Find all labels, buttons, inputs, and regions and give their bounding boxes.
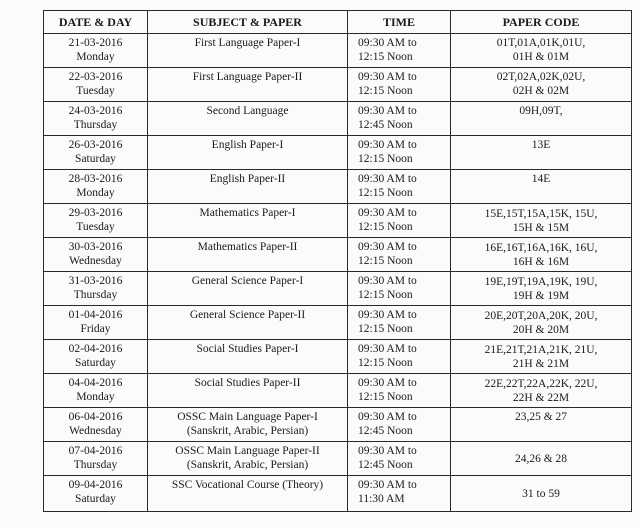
paper-code: 16E,16T,16A,16K, 16U,: [484, 241, 598, 254]
time-end: 12:15 Noon: [358, 255, 413, 267]
table-row: [44, 442, 632, 476]
subject-detail: (Sanskrit, Arabic, Persian): [186, 425, 309, 437]
time-start: 09:30 AM to: [358, 343, 417, 355]
table-row: [44, 170, 632, 204]
subject-cell: [148, 306, 348, 340]
day: Thursday: [73, 459, 118, 471]
time-start: 09:30 AM to: [358, 71, 417, 83]
day: Wednesday: [69, 425, 122, 437]
subject: General Science Paper-I: [191, 275, 304, 287]
date: 21-03-2016: [68, 37, 123, 49]
time-cell: [348, 306, 451, 340]
header-time: TIME: [348, 11, 451, 34]
timetable-body: [44, 34, 632, 512]
time-cell: [348, 408, 451, 442]
paper-code-cell: [451, 442, 632, 476]
time-cell: [348, 204, 451, 238]
paper-code-cell: [451, 102, 632, 136]
table-row: [44, 476, 632, 512]
time-cell: [348, 442, 451, 476]
time-cell: [348, 34, 451, 68]
date: 24-03-2016: [68, 105, 123, 117]
time-end: 12:15 Noon: [358, 391, 413, 403]
day: Monday: [76, 187, 115, 199]
paper-code-cell: [451, 272, 632, 306]
date-cell: [44, 476, 148, 512]
subject: OSSC Main Language Paper-I: [177, 411, 318, 423]
time-start: 09:30 AM to: [358, 309, 417, 321]
table-row: [44, 272, 632, 306]
paper-code: 22E,22T,22A,22K, 22U,: [484, 377, 598, 390]
subject: General Science Paper-II: [189, 309, 306, 321]
time-start: 09:30 AM to: [358, 377, 417, 389]
paper-code-cont: 19H & 19M: [512, 289, 570, 302]
time-start: 09:30 AM to: [358, 479, 417, 491]
table-row: [44, 34, 632, 68]
date-cell: [44, 102, 148, 136]
paper-code: 14E: [531, 173, 551, 185]
subject: Second Language: [206, 105, 289, 117]
subject-cell: [148, 442, 348, 476]
subject-cell: [148, 102, 348, 136]
table-row: [44, 68, 632, 102]
time-cell: [348, 340, 451, 374]
date: 04-04-2016: [68, 377, 123, 389]
paper-code-cell: [451, 408, 632, 442]
paper-code: 13E: [531, 139, 551, 151]
paper-code: 02T,02A,02K,02U,: [496, 71, 586, 83]
day: Friday: [80, 323, 111, 335]
subject-cell: [148, 170, 348, 204]
time-start: 09:30 AM to: [358, 173, 417, 185]
subject: First Language Paper-II: [192, 71, 303, 83]
paper-code-cont: 21H & 21M: [512, 357, 570, 370]
date-cell: [44, 442, 148, 476]
time-cell: [348, 238, 451, 272]
subject: Mathematics Paper-I: [199, 207, 296, 219]
paper-code-cont: 01H & 01M: [512, 51, 570, 63]
date-cell: [44, 340, 148, 374]
header-subject: SUBJECT & PAPER: [148, 11, 348, 34]
subject: English Paper-I: [211, 139, 284, 151]
time-start: 09:30 AM to: [358, 37, 417, 49]
day: Tuesday: [76, 221, 115, 233]
table-row: [44, 340, 632, 374]
subject: Mathematics Paper-II: [197, 241, 298, 253]
time-end: 12:15 Noon: [358, 153, 413, 165]
subject-cell: [148, 238, 348, 272]
paper-code: 24,26 & 28: [514, 452, 568, 465]
subject: English Paper-II: [209, 173, 286, 185]
day: Saturday: [75, 153, 116, 165]
day: Saturday: [75, 493, 116, 505]
date-cell: [44, 170, 148, 204]
day: Thursday: [73, 119, 118, 131]
subject: Social Studies Paper-I: [196, 343, 299, 355]
subject-detail: (Sanskrit, Arabic, Persian): [186, 459, 309, 471]
header-paper-code: PAPER CODE: [451, 11, 632, 34]
time-end: 12:45 Noon: [358, 459, 413, 471]
subject-cell: [148, 34, 348, 68]
table-row: [44, 204, 632, 238]
time-end: 12:15 Noon: [358, 51, 413, 63]
subject-cell: [148, 408, 348, 442]
paper-code: 15E,15T,15A,15K, 15U,: [484, 207, 598, 220]
date-cell: [44, 204, 148, 238]
subject-cell: [148, 68, 348, 102]
time-end: 11:30 AM: [358, 493, 405, 505]
subject-cell: [148, 476, 348, 512]
subject-cell: [148, 374, 348, 408]
date: 22-03-2016: [68, 71, 123, 83]
date-cell: [44, 306, 148, 340]
table-row: [44, 306, 632, 340]
time-cell: [348, 68, 451, 102]
subject: Social Studies Paper-II: [194, 377, 301, 389]
time-end: 12:45 Noon: [358, 119, 413, 131]
day: Wednesday: [69, 255, 122, 267]
day: Thursday: [73, 289, 118, 301]
paper-code: 19E,19T,19A,19K, 19U,: [484, 275, 598, 288]
time-end: 12:45 Noon: [358, 425, 413, 437]
table-row: [44, 374, 632, 408]
subject: OSSC Main Language Paper-II: [175, 445, 320, 457]
time-start: 09:30 AM to: [358, 139, 417, 151]
paper-code: 23,25 & 27: [514, 411, 568, 423]
paper-code-cell: [451, 68, 632, 102]
time-end: 12:15 Noon: [358, 187, 413, 199]
time-cell: [348, 476, 451, 512]
paper-code-cell: [451, 136, 632, 170]
time-start: 09:30 AM to: [358, 411, 417, 423]
date-cell: [44, 408, 148, 442]
paper-code: 31 to 59: [522, 487, 560, 500]
time-end: 12:15 Noon: [358, 85, 413, 97]
date: 01-04-2016: [68, 309, 123, 321]
paper-code: 01T,01A,01K,01U,: [496, 37, 586, 49]
subject-cell: [148, 340, 348, 374]
date-cell: [44, 136, 148, 170]
table-row: [44, 408, 632, 442]
paper-code-cell: [451, 476, 632, 512]
paper-code: 09H,09T,: [519, 105, 563, 117]
time-end: 12:15 Noon: [358, 357, 413, 369]
time-start: 09:30 AM to: [358, 275, 417, 287]
time-end: 12:15 Noon: [358, 221, 413, 233]
time-cell: [348, 136, 451, 170]
date: 02-04-2016: [68, 343, 123, 355]
table-row: [44, 136, 632, 170]
time-cell: [348, 272, 451, 306]
paper-code-cell: [451, 340, 632, 374]
date-cell: [44, 68, 148, 102]
time-cell: [348, 374, 451, 408]
subject-cell: [148, 204, 348, 238]
date: 07-04-2016: [68, 445, 123, 457]
time-cell: [348, 170, 451, 204]
date: 09-04-2016: [68, 479, 123, 491]
date: 31-03-2016: [68, 275, 123, 287]
day: Saturday: [75, 357, 116, 369]
paper-code-cont: 02H & 02M: [512, 85, 570, 97]
day: Tuesday: [76, 85, 115, 97]
subject-cell: [148, 272, 348, 306]
time-start: 09:30 AM to: [358, 241, 417, 253]
date: 06-04-2016: [68, 411, 123, 423]
date: 29-03-2016: [68, 207, 123, 219]
date: 30-03-2016: [68, 241, 123, 253]
time-start: 09:30 AM to: [358, 207, 417, 219]
table-row: [44, 238, 632, 272]
subject: First Language Paper-I: [194, 37, 301, 49]
paper-code-cell: [451, 170, 632, 204]
day: Monday: [76, 391, 115, 403]
table-row: [44, 102, 632, 136]
date-cell: [44, 238, 148, 272]
paper-code-cont: 16H & 16M: [512, 255, 570, 268]
paper-code-cell: [451, 238, 632, 272]
exam-timetable: [43, 10, 632, 512]
header-row: [44, 11, 632, 34]
paper-code-cell: [451, 374, 632, 408]
paper-code-cont: 15H & 15M: [512, 221, 570, 234]
header-date: DATE & DAY: [44, 11, 148, 34]
date-cell: [44, 374, 148, 408]
subject: SSC Vocational Course (Theory): [171, 479, 324, 491]
paper-code: 21E,21T,21A,21K, 21U,: [484, 343, 598, 356]
time-start: 09:30 AM to: [358, 445, 417, 457]
paper-code-cont: 22H & 22M: [512, 391, 570, 404]
paper-code-cell: [451, 34, 632, 68]
time-end: 12:15 Noon: [358, 289, 413, 301]
time-cell: [348, 102, 451, 136]
day: Monday: [76, 51, 115, 63]
paper-code-cell: [451, 306, 632, 340]
subject-cell: [148, 136, 348, 170]
date-cell: [44, 272, 148, 306]
time-end: 12:15 Noon: [358, 323, 413, 335]
date-cell: [44, 34, 148, 68]
date: 28-03-2016: [68, 173, 123, 185]
date: 26-03-2016: [68, 139, 123, 151]
paper-code-cont: 20H & 20M: [512, 323, 570, 336]
time-start: 09:30 AM to: [358, 105, 417, 117]
paper-code-cell: [451, 204, 632, 238]
paper-code: 20E,20T,20A,20K, 20U,: [484, 309, 598, 322]
